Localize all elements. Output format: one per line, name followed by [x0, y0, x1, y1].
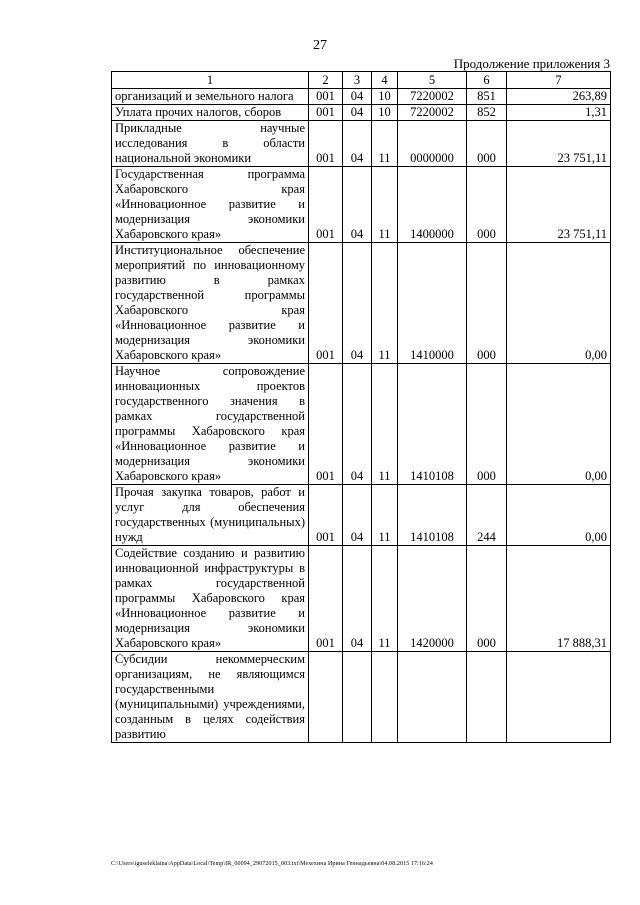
code-cell: 7220002 [398, 105, 467, 121]
code-cell: 000 [467, 167, 507, 243]
code-cell: 000 [467, 364, 507, 485]
code-cell: 11 [372, 243, 398, 364]
code-cell: 1420000 [398, 546, 467, 652]
code-cell: 244 [467, 485, 507, 546]
table-row [112, 485, 611, 546]
sum-cell: 23 751,11 [507, 167, 611, 243]
code-cell: 7220002 [398, 89, 467, 105]
code-cell: 000 [467, 121, 507, 167]
row-name: Содействие созданию и развитию инновационной инфраструктуры в рамках государственной программы Хабаровского края «Инновационное развитие и модернизация экономики Хабаровского края» [112, 546, 309, 652]
row-name: Прочая закупка товаров, работ и услуг для обеспечения государственных (муниципальных) нужд [112, 485, 309, 546]
code-cell: 001 [309, 243, 343, 364]
continuation-label: Продолжение приложения 3 [453, 56, 610, 71]
code-cell: 1410108 [398, 364, 467, 485]
table-row [112, 546, 611, 652]
table-header-row [112, 72, 611, 89]
code-cell: 11 [372, 364, 398, 485]
column-header: 7 [507, 72, 611, 89]
code-cell: 04 [343, 167, 372, 243]
code-cell [309, 652, 343, 743]
row-name: Уплата прочих налогов, сборов [112, 105, 309, 121]
code-cell: 11 [372, 485, 398, 546]
code-cell: 11 [372, 546, 398, 652]
row-name: Институциональное обеспечение мероприятий по инновационному развитию в рамках государственной программы Хабаровского края «Инновационное развитие и модернизация экономики Хабаровского края» [112, 243, 309, 364]
code-cell: 852 [467, 105, 507, 121]
table-row [112, 167, 611, 243]
column-header: 1 [112, 72, 309, 89]
code-cell: 04 [343, 105, 372, 121]
row-name: Субсидии некоммерческим организациям, не являющимся государственными (муниципальными) учреждениями, созданным в целях содействия развитию [112, 652, 309, 743]
sum-cell [507, 652, 611, 743]
code-cell: 001 [309, 89, 343, 105]
page-number: 27 [313, 38, 327, 53]
code-cell: 04 [343, 243, 372, 364]
code-cell: 10 [372, 105, 398, 121]
code-cell: 10 [372, 89, 398, 105]
table-row [112, 105, 611, 121]
budget-table [111, 71, 611, 743]
sum-cell: 0,00 [507, 243, 611, 364]
code-cell: 1400000 [398, 167, 467, 243]
code-cell: 11 [372, 167, 398, 243]
column-header: 3 [343, 72, 372, 89]
code-cell: 04 [343, 89, 372, 105]
code-cell: 001 [309, 485, 343, 546]
code-cell: 04 [343, 121, 372, 167]
table-row [112, 121, 611, 167]
code-cell: 001 [309, 546, 343, 652]
row-name: организаций и земельного налога [112, 89, 309, 105]
code-cell: 000 [467, 546, 507, 652]
row-name: Государственная программа Хабаровского края «Инновационное развитие и модернизация экономики Хабаровского края» [112, 167, 309, 243]
code-cell: 04 [343, 364, 372, 485]
column-header: 4 [372, 72, 398, 89]
column-header: 2 [309, 72, 343, 89]
sum-cell: 0,00 [507, 364, 611, 485]
code-cell: 1410108 [398, 485, 467, 546]
column-header: 5 [398, 72, 467, 89]
code-cell: 001 [309, 121, 343, 167]
code-cell: 04 [343, 485, 372, 546]
code-cell: 851 [467, 89, 507, 105]
code-cell: 0000000 [398, 121, 467, 167]
code-cell [372, 652, 398, 743]
table-row [112, 652, 611, 743]
sum-cell: 1,31 [507, 105, 611, 121]
code-cell: 1410000 [398, 243, 467, 364]
row-name: Научное сопровождение инновационных проектов государственного значения в рамках государственной программы Хабаровского края «Инновационное развитие и модернизация экономики Хабаровского края» [112, 364, 309, 485]
table-row [112, 89, 611, 105]
code-cell [467, 652, 507, 743]
column-header: 6 [467, 72, 507, 89]
code-cell: 04 [343, 546, 372, 652]
code-cell: 001 [309, 105, 343, 121]
row-name: Прикладные научные исследования в области национальной экономики [112, 121, 309, 167]
code-cell [398, 652, 467, 743]
code-cell: 000 [467, 243, 507, 364]
table-row [112, 243, 611, 364]
code-cell: 11 [372, 121, 398, 167]
code-cell: 001 [309, 364, 343, 485]
code-cell: 001 [309, 167, 343, 243]
sum-cell: 17 888,31 [507, 546, 611, 652]
file-path-footer: C:\Users\iguseleklaina\AppData\Local\Temp\IR_00094_29072015_003.txt\Мехехина Ирина Геннадьевна\04.08.2015 17:16:24 [111, 861, 433, 867]
sum-cell: 0,00 [507, 485, 611, 546]
sum-cell: 23 751,11 [507, 121, 611, 167]
sum-cell: 263,89 [507, 89, 611, 105]
code-cell [343, 652, 372, 743]
table-row [112, 364, 611, 485]
